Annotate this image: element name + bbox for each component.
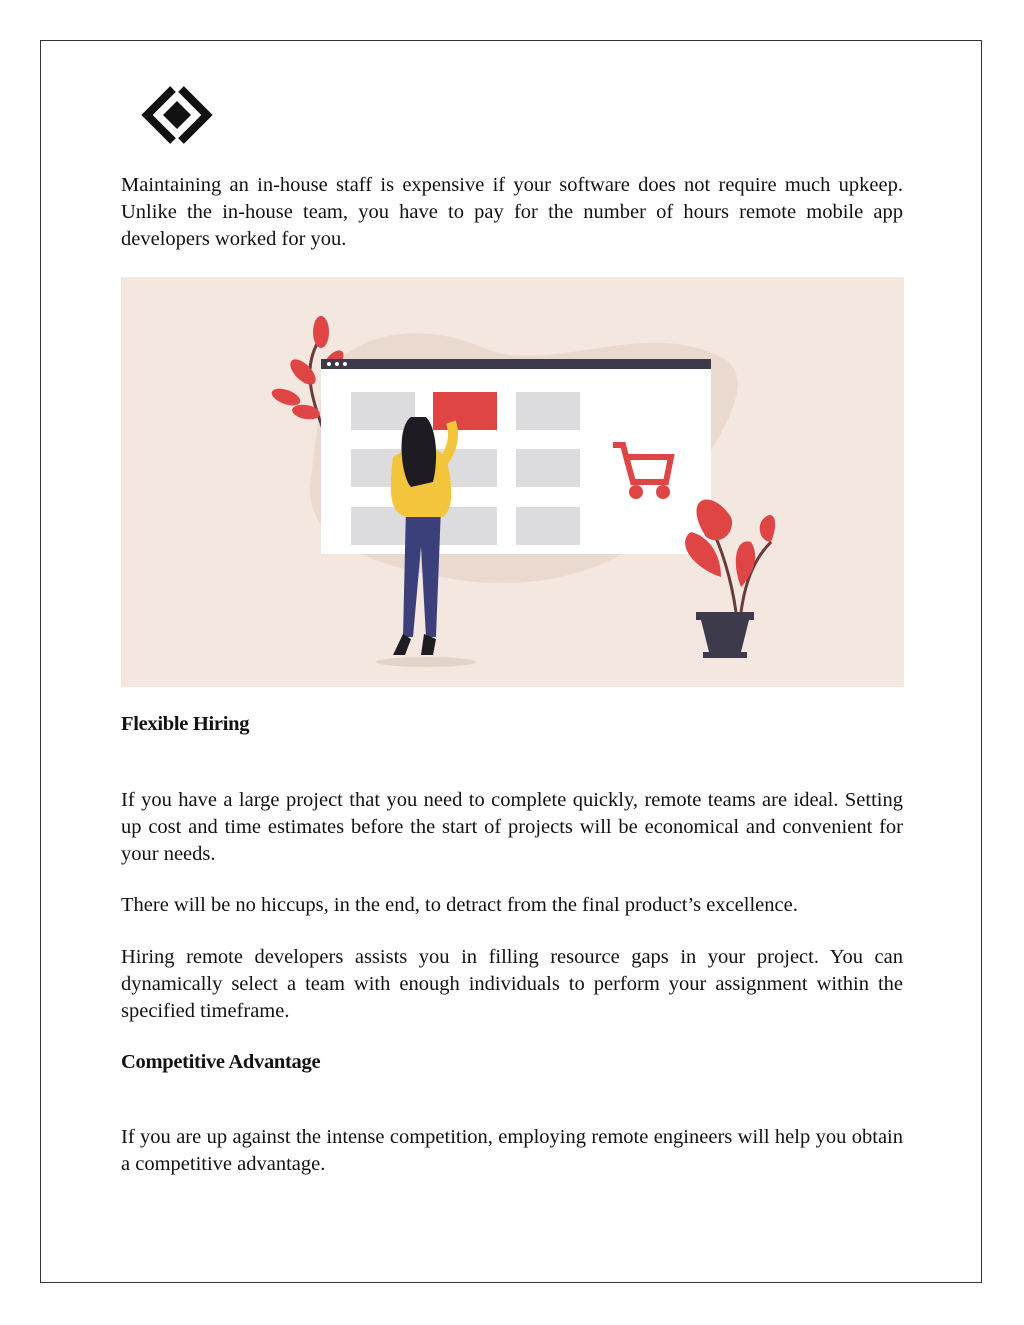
competitive-advantage-paragraph: If you are up against the intense competition, employing remote engineers will help you obtain a competitive advantage. [121,1126,903,1175]
flexible-hiring-paragraph-1: If you have a large project that you need to complete quickly, remote teams are ideal. Setting up cost and time estimates before the start of projects will be economical and convenient for your needs. [121,789,903,865]
document-page [40,40,982,1283]
woman-at-board-illustration [121,277,904,687]
flexible-hiring-paragraph-3: Hiring remote developers assists you in filling resource gaps in your project. You can dynamically select a team with enough individuals to perform your assignment within the specified timeframe. [121,946,903,1022]
intro-paragraph: Maintaining an in-house staff is expensive if your software does not require much upkeep. Unlike the in-house team, you have to pay for the number of hours remote mobile app developers worked for you. [121,174,903,250]
flexible-hiring-paragraph-2: There will be no hiccups, in the end, to detract from the final product’s excellence. [121,894,798,916]
flexible-hiring-heading: Flexible Hiring [121,713,250,735]
competitive-advantage-heading: Competitive Advantage [121,1051,321,1073]
diamond-logo-icon [139,83,215,147]
